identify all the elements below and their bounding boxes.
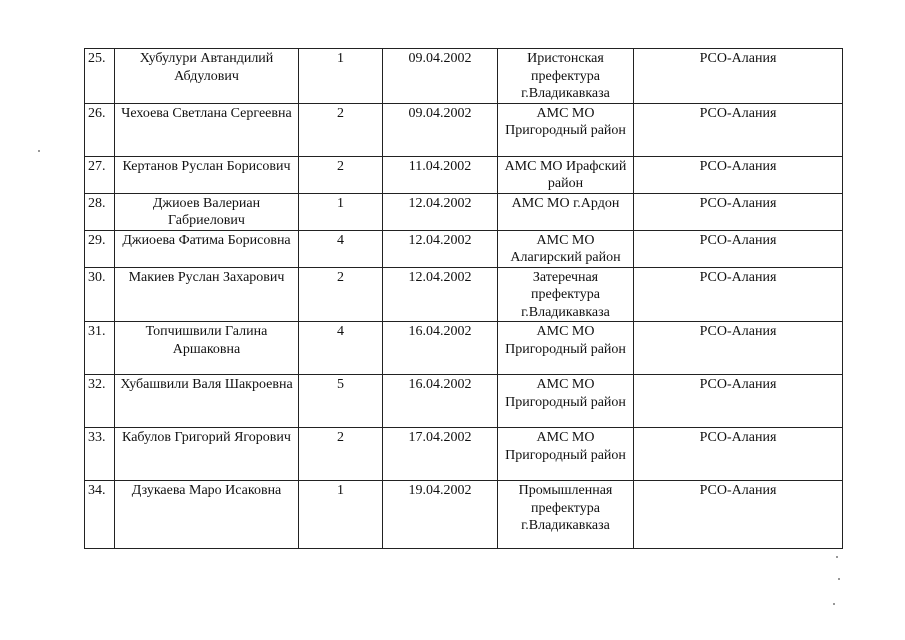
scan-speck: [833, 603, 835, 605]
row-number: 30.: [85, 267, 115, 322]
row-number: 25.: [85, 49, 115, 104]
registration-date: 09.04.2002: [383, 103, 498, 156]
registry-table: [84, 48, 843, 549]
table-row: [85, 156, 843, 193]
row-number: 29.: [85, 230, 115, 267]
family-count: 2: [299, 156, 383, 193]
issuing-authority: АМС МО Алагирский район: [498, 230, 634, 267]
family-count: 4: [299, 322, 383, 375]
row-number: 34.: [85, 481, 115, 549]
registration-date: 11.04.2002: [383, 156, 498, 193]
family-count: 2: [299, 428, 383, 481]
registration-date: 09.04.2002: [383, 49, 498, 104]
family-count: 1: [299, 193, 383, 230]
person-name: Чехоева Светлана Сергеевна: [115, 103, 299, 156]
issuing-authority: АМС МО Пригородный район: [498, 322, 634, 375]
scan-speck: [836, 556, 838, 558]
region: РСО-Алания: [634, 103, 843, 156]
person-name: Хубашвили Валя Шакроевна: [115, 375, 299, 428]
person-name: Дзукаева Маро Исаковна: [115, 481, 299, 549]
registration-date: 16.04.2002: [383, 322, 498, 375]
registration-date: 12.04.2002: [383, 193, 498, 230]
table-row: [85, 193, 843, 230]
table-row: [85, 481, 843, 549]
table-row: [85, 375, 843, 428]
scan-speck: [838, 578, 840, 580]
row-number: 32.: [85, 375, 115, 428]
table-row: [85, 267, 843, 322]
person-name: Хубулури Автандилий Абдулович: [115, 49, 299, 104]
row-number: 33.: [85, 428, 115, 481]
registration-date: 19.04.2002: [383, 481, 498, 549]
registration-date: 12.04.2002: [383, 230, 498, 267]
person-name: Макиев Руслан Захарович: [115, 267, 299, 322]
issuing-authority: АМС МО Пригородный район: [498, 375, 634, 428]
row-number: 31.: [85, 322, 115, 375]
person-name: Топчишвили Галина Аршаковна: [115, 322, 299, 375]
family-count: 1: [299, 49, 383, 104]
issuing-authority: Иристонская префектура г.Владикавказа: [498, 49, 634, 104]
region: РСО-Алания: [634, 156, 843, 193]
row-number: 28.: [85, 193, 115, 230]
scan-speck: [38, 150, 40, 152]
issuing-authority: АМС МО г.Ардон: [498, 193, 634, 230]
table-row: [85, 49, 843, 104]
person-name: Джиоева Фатима Борисовна: [115, 230, 299, 267]
issuing-authority: АМС МО Ирафский район: [498, 156, 634, 193]
region: РСО-Алания: [634, 230, 843, 267]
family-count: 4: [299, 230, 383, 267]
row-number: 27.: [85, 156, 115, 193]
issuing-authority: АМС МО Пригородный район: [498, 428, 634, 481]
region: РСО-Алания: [634, 193, 843, 230]
region: РСО-Алания: [634, 428, 843, 481]
row-number: 26.: [85, 103, 115, 156]
table-row: [85, 322, 843, 375]
registration-date: 12.04.2002: [383, 267, 498, 322]
region: РСО-Алания: [634, 375, 843, 428]
family-count: 1: [299, 481, 383, 549]
table-row: [85, 428, 843, 481]
table-row: [85, 230, 843, 267]
person-name: Кертанов Руслан Борисович: [115, 156, 299, 193]
family-count: 5: [299, 375, 383, 428]
region: РСО-Алания: [634, 267, 843, 322]
registration-date: 16.04.2002: [383, 375, 498, 428]
region: РСО-Алания: [634, 322, 843, 375]
registration-date: 17.04.2002: [383, 428, 498, 481]
person-name: Джиоев Валериан Габриелович: [115, 193, 299, 230]
region: РСО-Алания: [634, 49, 843, 104]
table-row: [85, 103, 843, 156]
region: РСО-Алания: [634, 481, 843, 549]
issuing-authority: Промышленная префектура г.Владикавказа: [498, 481, 634, 549]
person-name: Кабулов Григорий Ягорович: [115, 428, 299, 481]
issuing-authority: АМС МО Пригородный район: [498, 103, 634, 156]
family-count: 2: [299, 103, 383, 156]
issuing-authority: Затеречная префектура г.Владикавказа: [498, 267, 634, 322]
family-count: 2: [299, 267, 383, 322]
